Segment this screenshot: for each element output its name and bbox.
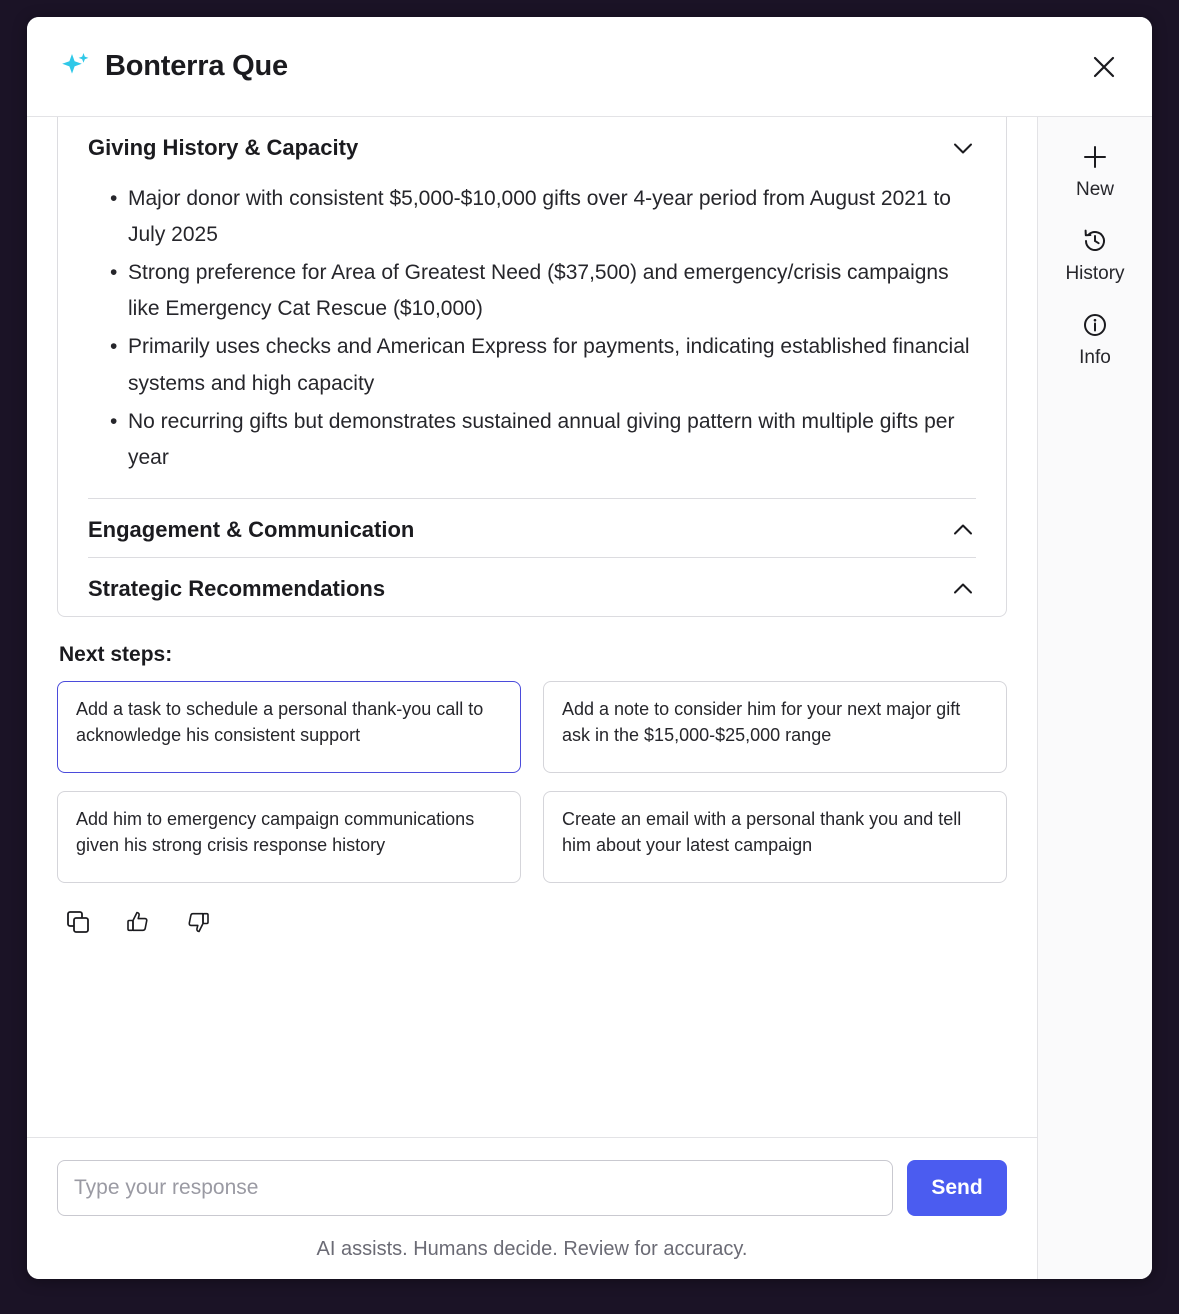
composer	[57, 1160, 1007, 1216]
list-item: • Primarily uses checks and American Express for payments, indicating established financial systems and high capacity	[112, 329, 976, 401]
thumbs-down-icon	[185, 909, 211, 938]
bullet-list	[88, 181, 976, 476]
panel-body	[27, 117, 1152, 1279]
chevron-up-icon[interactable]	[950, 517, 976, 543]
chevron-up-icon[interactable]	[950, 576, 976, 602]
thumbs-down-button[interactable]	[183, 909, 213, 939]
accordion-title: Strategic Recommendations	[88, 575, 386, 601]
sparkle-icon	[59, 50, 93, 84]
accordion-giving-history-header[interactable]	[88, 117, 976, 175]
ai-disclaimer: AI assists. Humans decide. Review for accuracy.	[316, 1238, 748, 1260]
plus-icon	[1081, 143, 1109, 171]
accordion-title: Giving History & Capacity	[88, 135, 359, 160]
rail-label: History	[1065, 263, 1125, 284]
composer-area	[27, 1137, 1037, 1279]
conversation-column	[27, 117, 1038, 1279]
page-title: Bonterra Que	[105, 50, 288, 82]
accordion-giving-history	[88, 117, 976, 476]
list-item: • Major donor with consistent $5,000-$10,000 gifts over 4-year period from August 2021 to July 2025	[112, 181, 976, 253]
message-scroll-area[interactable]	[27, 117, 1037, 1137]
rail-item-new[interactable]	[1038, 143, 1152, 201]
history-icon	[1081, 227, 1109, 255]
copy-button[interactable]	[63, 909, 93, 939]
thumbs-up-icon	[125, 909, 151, 938]
next-steps-label: Next steps:	[59, 642, 173, 666]
accordion-engagement-communication	[88, 499, 976, 557]
accordion-strategic-recommendations-header[interactable]	[88, 558, 976, 616]
next-step-chip[interactable]: Add a note to consider him for your next major gift ask in the $15,000-$25,000 range	[543, 681, 1007, 773]
close-icon	[1091, 54, 1117, 80]
accordion-engagement-communication-header[interactable]	[88, 499, 976, 557]
right-rail	[1038, 117, 1152, 1279]
panel-header	[27, 17, 1152, 117]
response-input[interactable]	[57, 1160, 893, 1216]
next-step-chip[interactable]: Create an email with a personal thank you and tell him about your latest campaign	[543, 791, 1007, 883]
message-actions	[63, 909, 1007, 939]
insights-card	[57, 117, 1007, 617]
rail-item-info[interactable]	[1038, 311, 1152, 369]
rail-label: Info	[1079, 347, 1111, 368]
next-step-chip[interactable]: Add him to emergency campaign communications given his strong crisis response history	[57, 791, 521, 883]
accordion-title: Engagement & Communication	[88, 516, 415, 542]
accordion-strategic-recommendations	[88, 558, 976, 616]
list-item: • No recurring gifts but demonstrates sustained annual giving pattern with multiple gifts per year	[112, 404, 976, 476]
info-icon	[1081, 311, 1109, 339]
chevron-down-icon[interactable]	[950, 135, 976, 161]
next-steps-chips	[57, 681, 1007, 883]
list-item: • Strong preference for Area of Greatest Need ($37,500) and emergency/crisis campaigns like Emergency Cat Rescue ($10,000)	[112, 255, 976, 327]
copy-icon	[65, 909, 91, 938]
send-button[interactable]: Send	[907, 1160, 1007, 1216]
accordion-giving-history-body	[88, 181, 976, 476]
close-button[interactable]	[1084, 47, 1124, 87]
thumbs-up-button[interactable]	[123, 909, 153, 939]
rail-item-history[interactable]	[1038, 227, 1152, 285]
next-step-chip[interactable]: Add a task to schedule a personal thank-you call to acknowledge his consistent support	[57, 681, 521, 773]
rail-label: New	[1075, 179, 1114, 200]
bonterra-que-panel	[27, 17, 1152, 1279]
